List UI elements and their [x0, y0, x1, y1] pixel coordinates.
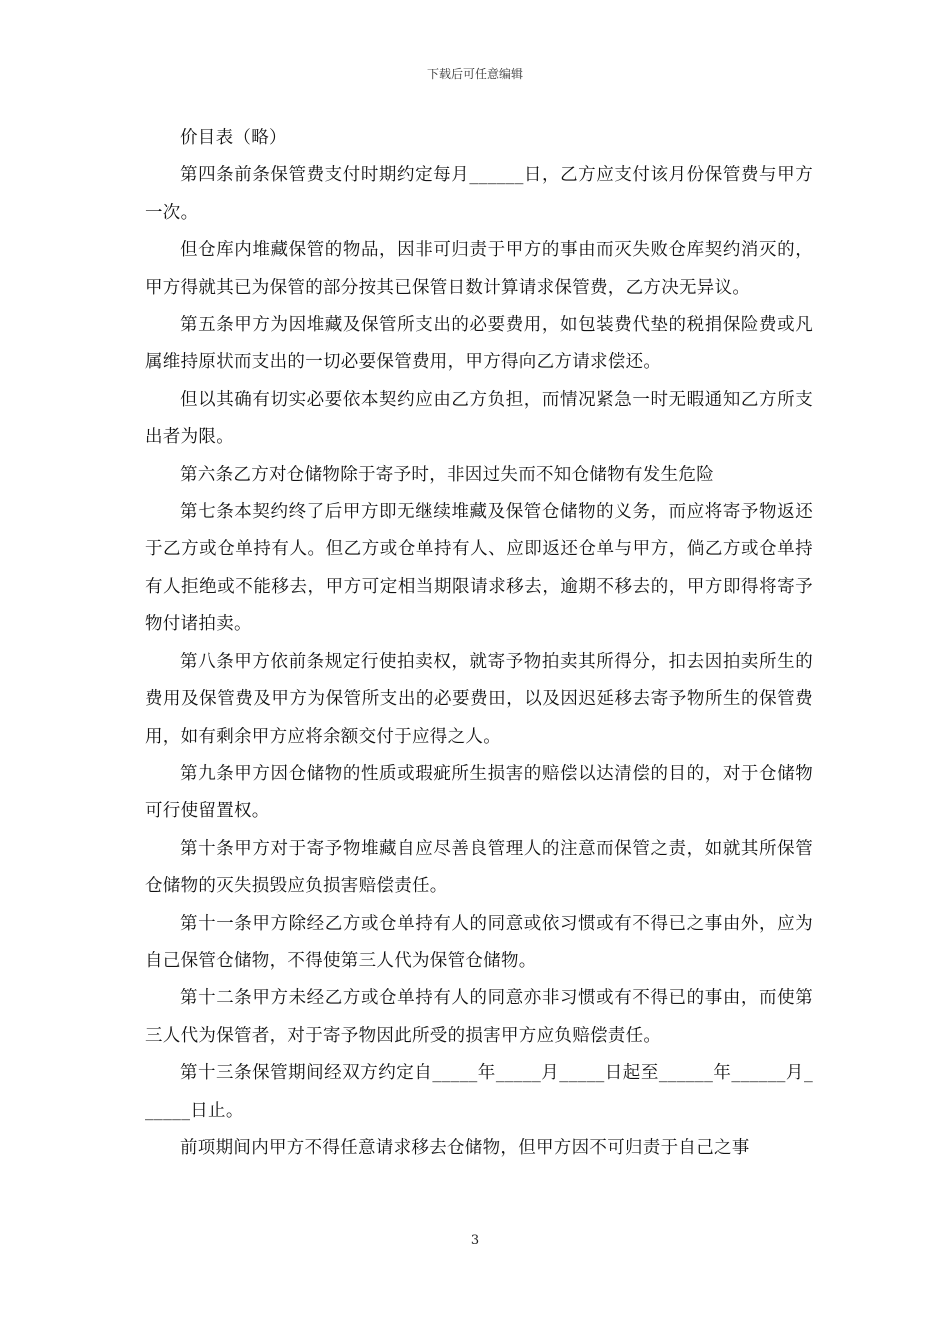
paragraph-article-9: 第九条甲方因仓储物的性质或瑕疵所生损害的赔偿以达清偿的目的，对于仓储物可行使留置权。 [145, 763, 813, 822]
paragraph-article-10: 第十条甲方对于寄予物堆藏自应尽善良管理人的注意而保管之责，如就其所保管仓储物的灭失损毁应负损害赔偿责任。 [145, 838, 813, 897]
paragraph-article-12: 第十二条甲方未经乙方或仓单持有人的同意亦非习惯或有不得已的事由，而使第三人代为保管者，对于寄予物因此所受的损害甲方应负赔偿责任。 [145, 988, 813, 1046]
paragraph-article-5: 第五条甲方为因堆藏及保管所支出的必要费用，如包装费代垫的税捐保险费或凡属维持原状而支出的一切必要保管费用，甲方得向乙方请求偿还。 [145, 315, 813, 373]
page-header: 下载后可任意编辑 [426, 67, 523, 81]
paragraph-article-6: 第六条乙方对仓储物除于寄予时，非因过失而不知仓储物有发生危险 [180, 464, 714, 485]
paragraph-article-13: 第十三条保管期间经双方约定自_____年_____月_____日起至______年______月______日止。 [145, 1063, 813, 1121]
page-number: 3 [470, 1233, 480, 1248]
paragraph-article-5-proviso: 但以其确有切实必要依本契约应由乙方负担，而情况紧急一时无暇通知乙方所支出者为限。 [145, 389, 813, 448]
paragraph-article-4: 第四条前条保管费支付时期约定每月______日，乙方应支付该月份保管费与甲方一次。 [145, 165, 813, 223]
paragraph-article-13-proviso: 前项期间内甲方不得任意请求移去仓储物，但甲方因不可归责于自己之事 [180, 1137, 750, 1158]
paragraph-article-8: 第八条甲方依前条规定行使拍卖权，就寄予物拍卖其所得分，扣去因拍卖所生的费用及保管费及甲方为保管所支出的必要费田，以及因迟延移去寄予物所生的保管费用，如有剩余甲方应将余额交付于应得之人。 [145, 651, 813, 747]
document-body [145, 120, 813, 1167]
paragraph-price-list: 价目表（略） [180, 128, 287, 148]
paragraph-article-7: 第七条本契约终了后甲方即无继续堆藏及保管仓储物的义务，而应将寄予物返还于乙方或仓单持有人。但乙方或仓单持有人、应即返还仓单与甲方，倘乙方或仓单持有人拒绝或不能移去，甲方可定相当期限请求移去，逾期不移去的，甲方即得将寄予物付诸拍卖。 [145, 502, 813, 635]
paragraph-article-11: 第十一条甲方除经乙方或仓单持有人的同意或依习惯或有不得已之事由外，应为自己保管仓储物，不得使第三人代为保管仓储物。 [145, 913, 813, 971]
paragraph-article-4-proviso: 但仓库内堆藏保管的物品，因非可归责于甲方的事由而灭失败仓库契约消灭的，甲方得就其已为保管的部分按其已保管日数计算请求保管费，乙方决无异议。 [145, 240, 813, 298]
